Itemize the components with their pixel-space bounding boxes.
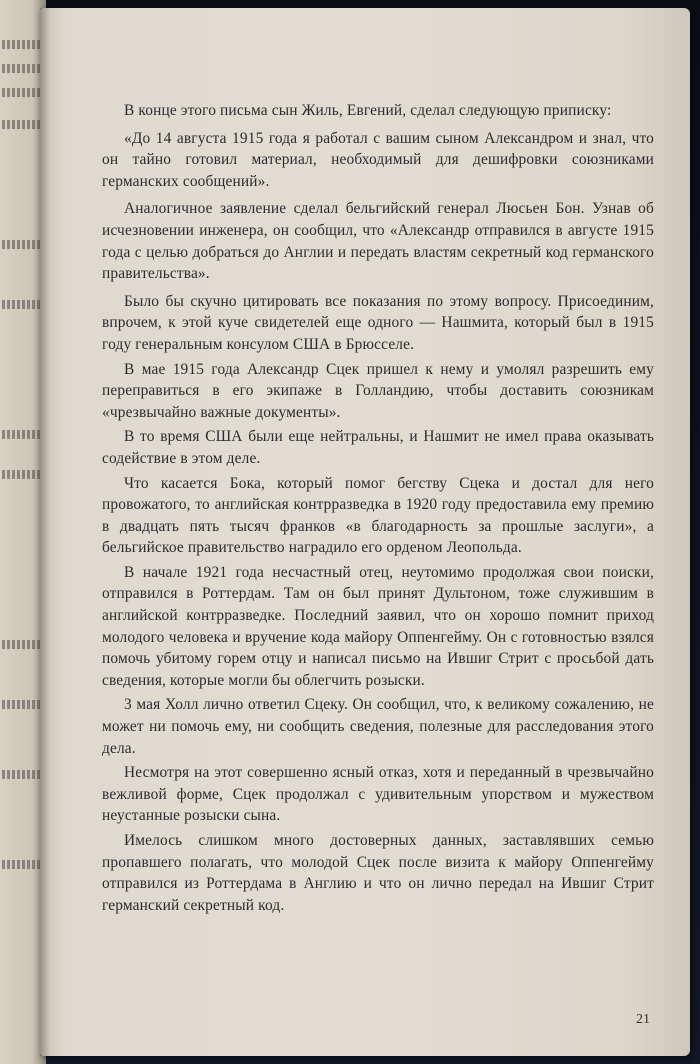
text-fragment (2, 430, 42, 439)
paragraph: В начале 1921 года несчастный отец, неутомимо продолжая свои поиски, отправился в Роттердам. Там он был принят Дультоном, тоже служившим в английской контрразведке. Последний заявил, что он хорошо помнит приход молодого человека и вручение кода майору Оппенгейму. Он с готовностью взялся помочь убитому горем отцу и написал письмо на Ившиг Стрит с просьбой дать сведения, которые могли бы облегчить розыски. (102, 563, 654, 689)
text-fragment (2, 120, 42, 129)
text-fragment (2, 860, 42, 869)
paragraph: 3 мая Холл лично ответил Сцеку. Он сообщил, что, к великому сожалению, не может ни помочь ему, ни сообщить сведения, полезные для расследования этого дела. (102, 696, 654, 757)
text-fragment (2, 470, 42, 479)
paragraph: В конце этого письма сын Жиль, Евгений, сделал следующую приписку: (124, 102, 612, 119)
text-fragment (2, 240, 42, 249)
page-number: 21 (636, 1012, 650, 1027)
text-fragment (2, 88, 42, 97)
text-fragment (2, 640, 42, 649)
text-fragment (2, 770, 42, 779)
paragraph: Имелось слишком много достоверных данных, заставлявших семью пропавшего полагать, что молодой Сцек после визита к майору Оппенгейму отправился из Роттердама в Англию и что он лично передал на Ившиг Стрит германский секретный код. (102, 832, 654, 914)
text-fragment (2, 40, 42, 49)
paragraph: Было бы скучно цитировать все показания по этому вопросу. Присоединим, впрочем, к этой куче свидетелей еще одного — Нашмита, который был в 1915 году генеральным консулом США в Брюсселе. (102, 292, 654, 353)
text-fragment (2, 300, 42, 309)
paragraph: «До 14 августа 1915 года я работал с вашим сыном Александром и знал, что он тайно готовил материал, необходимый для дешифровки союзниками германских сообщений». (102, 129, 654, 190)
page-body (102, 100, 654, 919)
paragraph: Аналогичное заявление сделал бельгийский генерал Люсьен Бон. Узнав об исчезновении инженера, он сообщил, что «Александр отправился в августе 1915 года с целью добраться до Англии и передать властям секретный код германского правительства». (102, 200, 654, 283)
paragraph: В мае 1915 года Александр Сцек пришел к нему и умолял разрешить ему переправиться в его экипаже в Голландию, чтобы доставить союзникам «чрезвычайно важные документы». (102, 360, 654, 421)
text-fragment (2, 64, 42, 73)
paragraph: Что касается Бока, который помог бегству Сцека и достал для него провожатого, то английская контрразведка в 1920 году предоставила ему премию в двадцать пять тысяч франков «в благодарность за прошлые заслуги», а бельгийское правительство наградило его орденом Леопольда. (102, 474, 654, 557)
paragraph: Несмотря на этот совершенно ясный отказ, хотя и переданный в чрезвычайно вежливой форме, Сцек продолжал с удивительным упорством и мужеством неустанные розыски сына. (102, 764, 654, 825)
book-page (40, 8, 690, 1056)
text-fragment (2, 700, 42, 709)
paragraph: В то время США были еще нейтральны, и Нашмит не имел права оказывать содействие в этом деле. (102, 428, 654, 467)
gutter-shadow (40, 8, 50, 1056)
